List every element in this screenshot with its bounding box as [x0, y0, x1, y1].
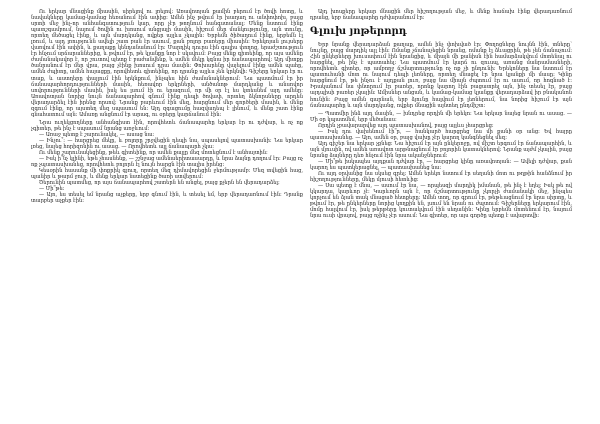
paragraph: Որդին չբավարարվեց այդ պատասխանով, բայց այլևս չհարցրեց։: [318, 122, 494, 129]
dialogue-line: — Իսկ դու վախենում էի՞ր, — հանկարծ հարցրեց նա մի քանի օր անց։ Եվ հայրը պատասխանեց. — Այո, ամեն օր, բայց վախը չէր կարող կանգնեցնել մեզ։: [310, 128, 572, 141]
paragraph: Ու երկար մնացինք միասին, սիրելով ու լռելով։ Առավոտյան քամին բերում էր ծովի հոտը, և նավակները կամաց-կամաց հեռանում էին ափից։ Ամեն ինչ թվում էր խաղաղ ու անփոփոխ, բայց սրտի մեջ ինչ-որ անհանգստություն կար, որը չէր թողնում հանգստանալ։ Մենք նստում էինք պատշգամբում, նայում ծովին ու խոսում անցյալի մասին, հիշում մեր մանկությունը, այն տունը, որտեղ մեծացել էինք, և այն մարդկանց, ովքեր այլևս չկային։ Երբեմն ծիծաղում էինք, երբեմն էլ լռում, և այդ լռությունն ավելի շատ բան էր ասում, քան բոլոր բառերը միասին։ Երեկոյան լույսերը վառվում էին ափին, և քաղաքը կենդանանում էր։ Մարդիկ դուրս էին գալիս փողոց, երաժշտություն էր հնչում սրճարաններից, և թվում էր, թե կյանքը նոր է սկսվում։ Բայց մենք գիտեինք, որ այս ամենը ժամանակավոր է, որ շուտով պետք է բաժանվենք, և ամեն մեկը կգնա իր ճանապարհով։ Այդ միտքը ծանրանում էր մեր վրա, բայց չէինք խոսում դրա մասին։ Փոխարենը վայելում էինք ամեն պահը, ամեն ժպիտը, ամեն հայացքը, որովհետև գիտեինք, որ դրանք այլևս չեն կրկնվի։ Գիշերը երկար էր ու տաք, և աստղերը փայլում էին երկնքում, ինչպես հին ժամանակներում։ Նա պատմում էր իր ճանապարհորդությունների մասին, հեռավոր երկրների, անծանոթ մարդկանց և անսովոր սովորությունների մասին, իսկ ես լսում էի ու երազում, որ մի օր էլ ես կտեսնեմ այդ ամենը։ Առավոտյան նորից նույն ճանապարհով գնում էինք դեպի ծովափ, որտեղ ձկնորսները արդեն վերադարձել էին իրենց որսով։ Նրանք բարևում էին մեզ, հարցնում մեր գործերի մասին, և մենք զգում էինք, որ այստեղ մեզ սպասում են։ Այդ զգացումը հազվադեպ է լինում, և մենք շատ էինք գնահատում այն։ Ամառը անցնում էր արագ, ու օրերը կարճանում էին։: [31, 9, 303, 118]
dialogue-line: — Պատմիր ինձ այդ մասին, — խնդրեց որդին մի երեկո։ Նա երկար նայեց նրան ու ասաց. — Մի օր կպատմեմ, երբ մեծանաս։: [310, 110, 572, 123]
paragraph: Նրա ուղեկցողները անհանգիստ էին, որովհետև ճանապարհը երկար էր ու դժվար, և ոչ ոք չգիտեր, թե ինչ է սպասում նրանց առջևում։: [31, 119, 303, 132]
right-column: [310, 9, 572, 219]
paragraph: Այդ գիշեր նա երկար չքնեց։ Նա հիշում էր այն ընկերոջը, ով միշտ երգում էր ճանապարհին, և այն մյուսին, ով ամեն առավոտ արթնացնում էր բոլորին կատակներով։ Նրանք այժմ չկային, բայց նրանց ձայները դեռ հնչում էին նրա ականջներում։: [310, 140, 572, 159]
paragraph: Երբ նրանք վերադարձան քաղաք, ամեն ինչ փոխված էր։ Փողոցները նույնն էին, տները՝ նույնը, բայց մարդիկ այլ էին։ Ոմանք չճանաչեցին նրանց, ոմանք էլ ձևացրին, թե չեն ճանաչում։ Հին ընկերները խուսափում էին նրանցից, և միայն մի քանիսն էին համարձակվում մոտենալ ու հարցնել, թե ինչ է պատահել։ Նա պատմում էր կարճ ու զուսպ, առանց մանրամասների, որովհետև գիտեր, որ ամբողջ ճշմարտությունը ոչ ոք չի ընդունի։ Երեկոները նա նստում էր պատուհանի մոտ ու նայում դեպի լեռները, որտեղ մնացել էր նրա կյանքի մի մասը։ Կինը հարցնում էր, թե ինչու է այդքան լուռ, բայց նա միայն ժպտում էր ու ասում, որ հոգնած է։ Իրականում նա փնտրում էր բառեր, որոնք կարող էին բացատրել այն, ինչ տեսել էր, բայց այդպիսի բառեր չկային։ Ամիսներ անցան, և կամաց-կամաց կյանքը վերադարձավ իր բնականոն հունին։ Բայց ամեն գարնան, երբ ձյունը հալվում էր լեռներում, նա նորից հիշում էր այն ճանապարհը և այն մարդկանց, ովքեր մնացին այնտեղ ընդմիշտ։: [310, 42, 572, 109]
dialogue-line: — Առաջ պետք է շարունակել, — ասաց նա։: [39, 131, 155, 138]
dialogue-line: — Մի՞թե իսկապես այդքան դժվար էր, — հարցրեց կինը առավոտյան։ — Ավելի դժվար, քան կարող ես պատկերացնել, — պատասխանեց նա։: [310, 158, 572, 172]
left-column: [31, 9, 303, 205]
dialogue-line: — Այո, ես տեսել եմ նրանց աչքերը, երբ գնում էին, և տեսել եմ, երբ վերադառնում էին։ Դրանք տարբեր աչքեր էին։: [31, 192, 303, 205]
paragraph: Ու մենք շարունակեցինք, թեև գիտեինք, որ ամեն քայլը մեզ մոտեցնում է անհայտին։: [39, 150, 268, 157]
dialogue-line: — Սա պետք է մնա, — ասում էր նա, — որպեսզի մարդիկ իմանան, թե ինչ է եղել։ Իսկ թե ով կկարդա, կարևոր չէ։ Կարևորն այն է, որ ճշմարտությունը չկորչի ժամանակի մեջ, ինչպես կորչում են ձյան տակ մնացած հետքերը։ Ամեն տող, որ գրում էր, թեթևացնում էր նրա սիրտը, և թվում էր, թե ընկերները նորից կողքին են, լսում են նրան ու ժպտում։ Գիշերները երկարում էին, մոմը հալվում էր, իսկ թերթերը կուտակվում էին սեղանին։ Կինը երբեմն մոտենում էր, նայում նրա ուսի վրայով, բայց ոչինչ չէր ասում։ Նա գիտեր, որ այս գործը պետք է ավարտվի։: [310, 183, 572, 220]
chapter-title: Գլուխ յոթերորդ: [310, 26, 407, 38]
paragraph: Ծերունին պատմեց, որ այս ճանապարհով շատերն են անցել, բայց քչերն են վերադարձել։: [39, 180, 280, 187]
paragraph: Այդ խոսքերը երկար մնացին մեր հիշողության մեջ, և մենք հաճախ էինք վերադառնում դրանց, երբ ճանապարհը դժվարանում էր։: [310, 9, 572, 22]
dialogue-line: — Ինչու՞։ — հարցրեց մեկը, և բոլորը շրջվեցին դեպի նա, սպասելով պատասխանի։ Նա երկար լռեց, նայեց հորիզոնին ու ասաց. — Որովհետև այլ ճանապարհ չկա։: [31, 137, 303, 151]
dialogue-line: — Իսկ ի՞նչ կլինի, եթե չհասնենք, — շշնջաց ամենաերիտասարդը, և նրա ձայնը դողում էր։ Բայց ոչ ոք չպատասխանեց, որովհետև բոլորն էլ նույն հարցն էին տալիս իրենց։: [31, 156, 303, 169]
paragraph: Կեսօրին հասանք մի փոքրիկ գյուղ, որտեղ մեզ դիմավորեցին ջերմությամբ։ Մեզ տվեցին հաց, պանիր և թարմ ջուր, և մենք երկար նստեցինք ծառի ստվերում։: [31, 168, 303, 181]
dialogue-line: — Մի՞թե։: [39, 186, 65, 193]
paragraph: Ու այդ օրվանից նա սկսեց գրել։ Ամեն երեկո նստում էր սեղանի մոտ ու թղթին հանձնում իր հիշողությունները, մեկը մյուսի հետևից։: [310, 171, 572, 184]
